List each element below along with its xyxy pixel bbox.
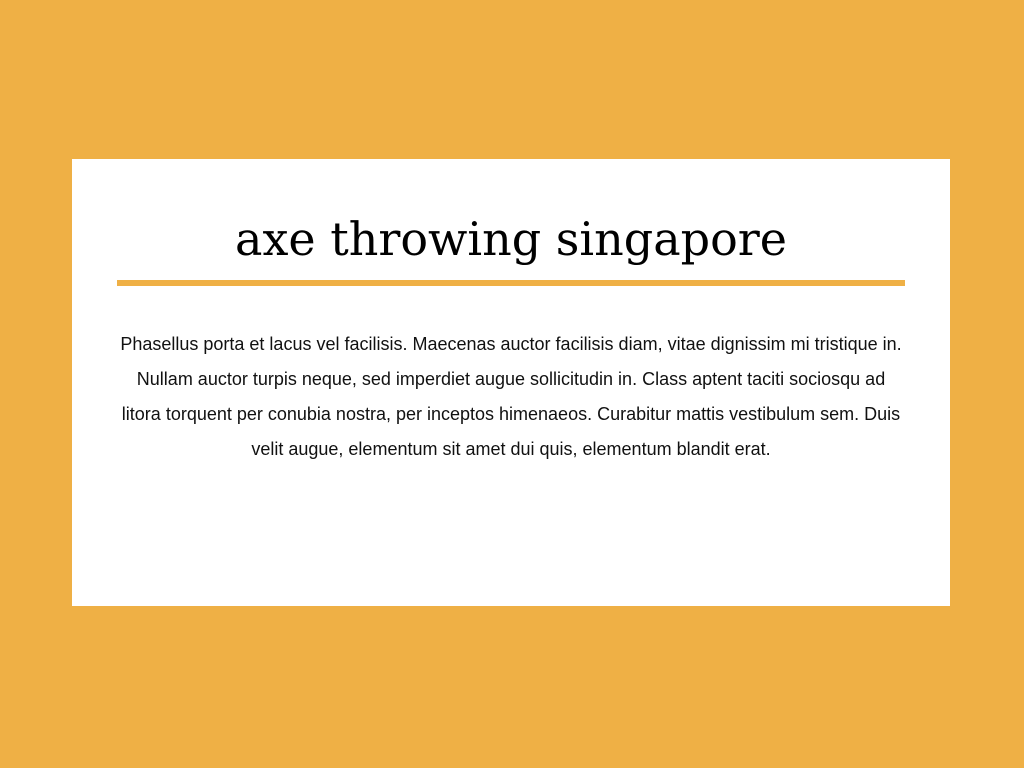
content-card [72,159,950,606]
title-divider [117,280,905,286]
page-title: axe throwing singapore [235,212,787,266]
body-paragraph: Phasellus porta et lacus vel facilisis. Maecenas auctor facilisis diam, vitae dignissim mi tristique in. Nullam auctor turpis neque, sed imperdiet augue sollicitudin in. Class aptent taciti sociosqu ad litora torquent per conubia nostra, per inceptos himenaeos. Curabitur mattis vestibulum sem. Duis velit augue, elementum sit amet dui quis, elementum blandit erat. [120,334,902,459]
